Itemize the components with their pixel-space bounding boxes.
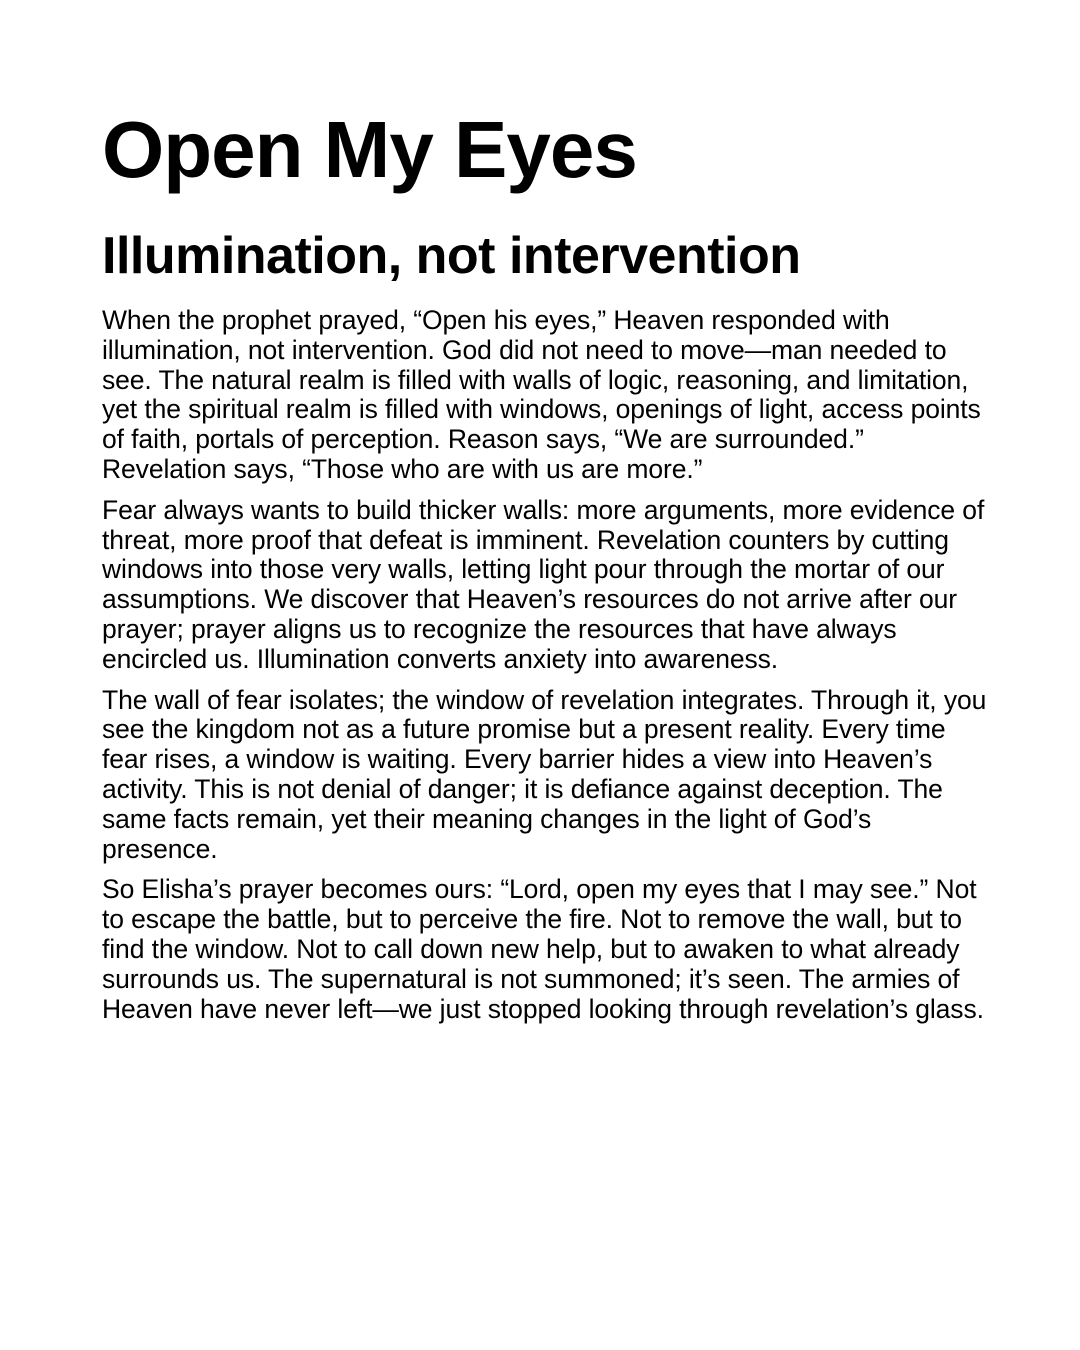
body-text <box>102 306 992 1024</box>
page-subtitle: Illumination, not intervention <box>102 227 801 285</box>
paragraph: So Elisha’s prayer becomes ours: “Lord, open my eyes that I may see.” Not to escape the battle, but to perceive the fire. Not to remove the wall, but to find the window. Not to call down new help, but to awaken to what already surrounds us. The supernatural is not summoned; it’s seen. The armies of Heaven have never left—we just stopped looking through revelation’s glass. <box>102 874 984 1024</box>
document-page <box>102 100 992 1035</box>
paragraph: Fear always wants to build thicker walls: more arguments, more evidence of threat, more proof that defeat is imminent. Revelation counters by cutting windows into those very walls, letting light pour through the mortar of our assumptions. We discover that Heaven’s resources do not arrive after our prayer; prayer aligns us to recognize the resources that have always encircled us. Illumination converts anxiety into awareness. <box>102 494 985 674</box>
page-title: Open My Eyes <box>102 105 637 194</box>
paragraph: When the prophet prayed, “Open his eyes,” Heaven responded with illumination, not intervention. God did not need to move—man needed to see. The natural realm is filled with walls of logic, reasoning, and limitation, yet the spiritual realm is filled with windows, openings of light, access points of faith, portals of perception. Reason says, “We are surrounded.” Revelation says, “Those who are with us are more.” <box>102 305 981 484</box>
paragraph: The wall of fear isolates; the window of revelation integrates. Through it, you see the kingdom not as a future promise but a present reality. Every time fear rises, a window is waiting. Every barrier hides a view into Heaven’s activity. This is not denial of danger; it is defiance against deception. The same facts remain, yet their meaning changes in the light of God’s presence. <box>102 684 987 864</box>
